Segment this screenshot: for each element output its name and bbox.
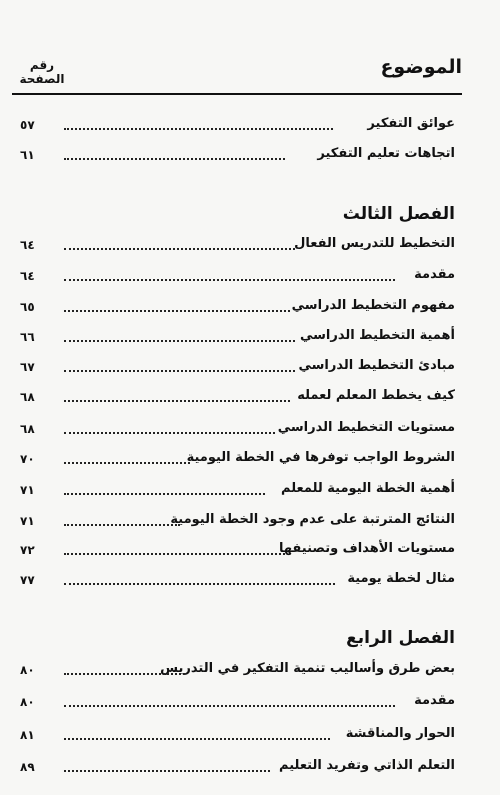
toc-entry-page: ٦١	[20, 148, 35, 162]
toc-entry-title: الحوار والمناقشة	[345, 726, 455, 741]
dot-leader	[64, 248, 295, 250]
toc-entry-title: أهمية الخطة اليومية للمعلم	[281, 481, 455, 496]
toc-entry	[20, 661, 455, 683]
toc-entry-page: ٧٧	[20, 573, 35, 587]
toc-entry	[20, 541, 455, 563]
toc-entry	[20, 512, 455, 534]
toc-entry	[20, 726, 455, 748]
toc-entry-title: مفهوم التخطيط الدراسي	[291, 298, 455, 313]
dot-leader	[64, 432, 275, 434]
toc-entry-page: ٥٧	[20, 118, 35, 132]
toc-entry	[20, 693, 455, 715]
toc-entry	[20, 298, 455, 320]
header-divider	[12, 93, 462, 95]
toc-entry-page: ٧٢	[20, 543, 35, 557]
toc-entry-title: اتجاهات تعليم التفكير	[317, 146, 455, 161]
dot-leader	[64, 524, 180, 526]
toc-header	[12, 52, 462, 92]
toc-entry-title: مقدمة	[414, 267, 455, 282]
toc-entry-page: ٦٤	[20, 238, 35, 252]
toc-entry-page: ٨١	[20, 728, 35, 742]
toc-entry-page: ٧٠	[20, 452, 35, 466]
dot-leader	[64, 770, 270, 772]
toc-entry	[20, 116, 455, 138]
toc-entry-title: التخطيط للتدريس الفعال	[294, 236, 455, 251]
toc-entry-page: ٦٥	[20, 300, 35, 314]
toc-entry-page: ٦٦	[20, 330, 35, 344]
toc-entry-title: عوائق التفكير	[367, 116, 455, 131]
dot-leader	[64, 340, 295, 342]
toc-entry	[20, 571, 455, 593]
toc-entry	[20, 328, 455, 350]
dot-leader	[64, 128, 333, 130]
dot-leader	[64, 310, 290, 312]
dot-leader	[64, 158, 285, 160]
toc-entry-title: مستويات الأهداف وتصنيفها	[278, 541, 455, 556]
header-page-label-line1: رقم	[29, 58, 55, 72]
dot-leader	[64, 370, 295, 372]
dot-leader	[64, 400, 290, 402]
toc-entry-page: ٨٠	[20, 695, 35, 709]
header-page-number-label	[12, 58, 72, 86]
dot-leader	[64, 279, 395, 281]
toc-entry-title: أهمية التخطيط الدراسي	[299, 328, 455, 343]
toc-entry-title: النتائج المترتبة على عدم وجود الخطة اليومية	[170, 512, 455, 527]
dot-leader	[64, 738, 330, 740]
toc-entry-title: مبادئ التخطيط الدراسي	[298, 358, 455, 373]
toc-entry	[20, 481, 455, 503]
toc-entry-page: ٧١	[20, 514, 35, 528]
dot-leader	[64, 493, 265, 495]
toc-entry-title: مثال لخطة يومية	[347, 571, 455, 586]
toc-entry-page: ٨٠	[20, 663, 35, 677]
toc-entry-title: بعض طرق وأساليب تنمية التفكير في التدريس	[160, 661, 455, 676]
chapter-title: الفصل الثالث	[342, 204, 455, 224]
toc-entry	[20, 420, 455, 442]
toc-entry-title: مقدمة	[414, 693, 455, 708]
dot-leader	[64, 673, 185, 675]
toc-entry	[20, 358, 455, 380]
toc-entry-page: ٧١	[20, 483, 35, 497]
toc-entry	[20, 267, 455, 289]
dot-leader	[64, 462, 190, 464]
toc-entry	[20, 450, 455, 472]
toc-entry-title: كيف يخطط المعلم لعمله	[297, 388, 455, 403]
toc-entry	[20, 146, 455, 168]
dot-leader	[64, 705, 395, 707]
header-topic-label: الموضوع	[380, 56, 462, 78]
toc-entry-title: الشروط الواجب توفرها في الخطة اليومية	[186, 450, 455, 465]
toc-entry-page: ٦٨	[20, 422, 35, 436]
toc-entry-title: مستويات التخطيط الدراسي	[277, 420, 455, 435]
toc-entry	[20, 236, 455, 258]
toc-entry-page: ٦٨	[20, 390, 35, 404]
dot-leader	[64, 553, 285, 555]
chapter-title: الفصل الرابع	[346, 628, 455, 648]
header-page-label-line2: الصفحة	[19, 72, 65, 86]
toc-entry-page: ٨٩	[20, 760, 35, 774]
dot-leader	[64, 583, 335, 585]
toc-entry	[20, 758, 455, 780]
toc-entry	[20, 388, 455, 410]
toc-entry-page: ٦٧	[20, 360, 35, 374]
toc-entry-title: التعلم الذاتي وتفريد التعليم	[279, 758, 455, 773]
toc-entry-page: ٦٤	[20, 269, 35, 283]
